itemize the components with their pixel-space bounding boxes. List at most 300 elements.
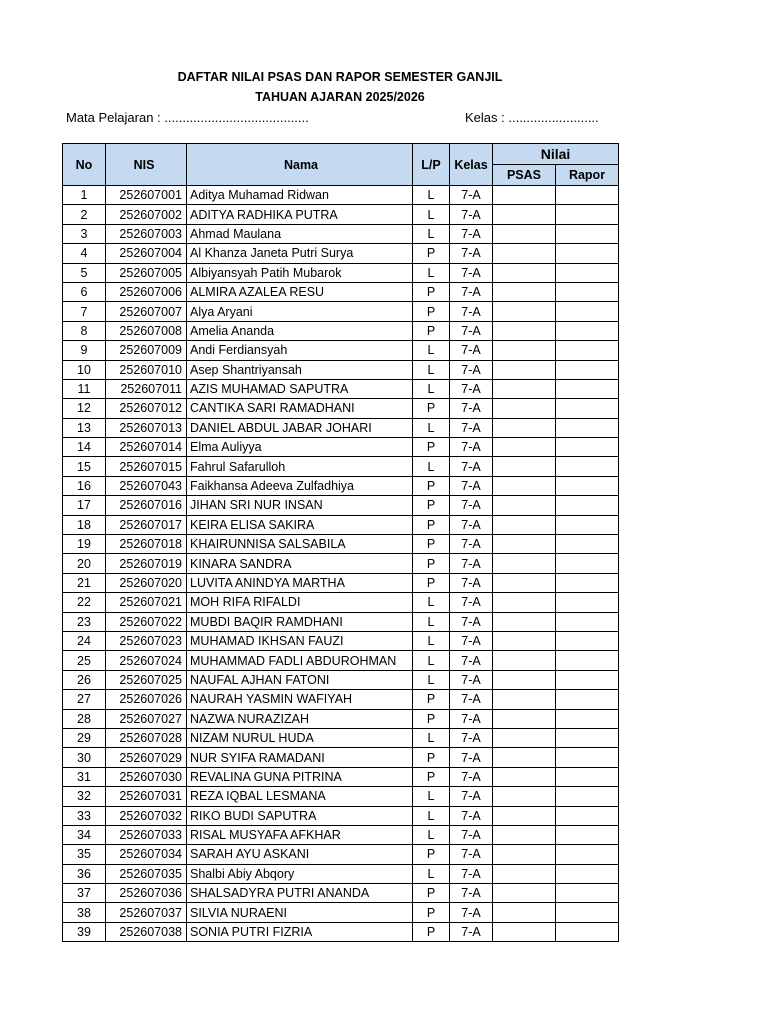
cell-lp: L <box>413 418 450 437</box>
cell-nama: SONIA PUTRI FIZRIA <box>187 922 413 941</box>
cell-psas[interactable] <box>493 825 556 844</box>
cell-rapor[interactable] <box>556 806 619 825</box>
cell-psas[interactable] <box>493 651 556 670</box>
cell-nama: Al Khanza Janeta Putri Surya <box>187 244 413 263</box>
table-row <box>63 418 619 437</box>
table-row <box>63 631 619 650</box>
cell-rapor[interactable] <box>556 864 619 883</box>
cell-nis: 252607009 <box>106 341 187 360</box>
cell-lp: P <box>413 690 450 709</box>
table-row <box>63 787 619 806</box>
cell-rapor[interactable] <box>556 845 619 864</box>
cell-nis: 252607023 <box>106 631 187 650</box>
cell-nis: 252607038 <box>106 922 187 941</box>
cell-lp: L <box>413 593 450 612</box>
cell-no: 17 <box>63 496 106 515</box>
cell-no: 38 <box>63 903 106 922</box>
cell-psas[interactable] <box>493 593 556 612</box>
cell-nama: Andi Ferdiansyah <box>187 341 413 360</box>
cell-nis: 252607002 <box>106 205 187 224</box>
cell-lp: P <box>413 282 450 301</box>
cell-psas[interactable] <box>493 709 556 728</box>
cell-no: 36 <box>63 864 106 883</box>
cell-nis: 252607016 <box>106 496 187 515</box>
cell-kelas: 7-A <box>450 690 493 709</box>
cell-rapor[interactable] <box>556 535 619 554</box>
cell-lp: L <box>413 806 450 825</box>
cell-no: 35 <box>63 845 106 864</box>
cell-nama: MUHAMMAD FADLI ABDUROHMAN <box>187 651 413 670</box>
cell-nis: 252607025 <box>106 670 187 689</box>
cell-kelas: 7-A <box>450 205 493 224</box>
cell-rapor[interactable] <box>556 399 619 418</box>
cell-psas[interactable] <box>493 728 556 747</box>
cell-kelas: 7-A <box>450 515 493 534</box>
cell-kelas: 7-A <box>450 321 493 340</box>
cell-lp: P <box>413 554 450 573</box>
cell-nama: NAURAH YASMIN WAFIYAH <box>187 690 413 709</box>
cell-lp: L <box>413 341 450 360</box>
table-row <box>63 438 619 457</box>
cell-rapor[interactable] <box>556 496 619 515</box>
cell-nama: Amelia Ananda <box>187 321 413 340</box>
cell-nama: DANIEL ABDUL JABAR JOHARI <box>187 418 413 437</box>
cell-lp: L <box>413 787 450 806</box>
cell-nis: 252607043 <box>106 476 187 495</box>
cell-psas[interactable] <box>493 476 556 495</box>
cell-nama: AZIS MUHAMAD SAPUTRA <box>187 379 413 398</box>
table-header <box>63 144 619 186</box>
cell-nama: Faikhansa Adeeva Zulfadhiya <box>187 476 413 495</box>
cell-psas[interactable] <box>493 205 556 224</box>
cell-nama: Alya Aryani <box>187 302 413 321</box>
cell-psas[interactable] <box>493 748 556 767</box>
cell-rapor[interactable] <box>556 457 619 476</box>
cell-nama: Ahmad Maulana <box>187 224 413 243</box>
cell-kelas: 7-A <box>450 767 493 786</box>
cell-lp: L <box>413 670 450 689</box>
cell-rapor[interactable] <box>556 476 619 495</box>
cell-rapor[interactable] <box>556 224 619 243</box>
cell-psas[interactable] <box>493 631 556 650</box>
cell-nama: SILVIA NURAENI <box>187 903 413 922</box>
cell-rapor[interactable] <box>556 244 619 263</box>
cell-nis: 252607011 <box>106 379 187 398</box>
cell-no: 28 <box>63 709 106 728</box>
cell-psas[interactable] <box>493 341 556 360</box>
table-row <box>63 244 619 263</box>
cell-kelas: 7-A <box>450 341 493 360</box>
cell-psas[interactable] <box>493 418 556 437</box>
table-row <box>63 554 619 573</box>
cell-kelas: 7-A <box>450 457 493 476</box>
cell-kelas: 7-A <box>450 535 493 554</box>
cell-lp: L <box>413 205 450 224</box>
cell-no: 15 <box>63 457 106 476</box>
cell-nama: LUVITA ANINDYA MARTHA <box>187 573 413 592</box>
cell-nama: ADITYA RADHIKA PUTRA <box>187 205 413 224</box>
cell-no: 37 <box>63 884 106 903</box>
cell-no: 31 <box>63 767 106 786</box>
cell-nis: 252607019 <box>106 554 187 573</box>
cell-kelas: 7-A <box>450 224 493 243</box>
cell-lp: P <box>413 515 450 534</box>
cell-psas[interactable] <box>493 884 556 903</box>
cell-lp: L <box>413 457 450 476</box>
cell-kelas: 7-A <box>450 379 493 398</box>
cell-kelas: 7-A <box>450 282 493 301</box>
cell-nis: 252607008 <box>106 321 187 340</box>
table-row <box>63 515 619 534</box>
cell-nis: 252607018 <box>106 535 187 554</box>
cell-rapor[interactable] <box>556 341 619 360</box>
cell-lp: L <box>413 224 450 243</box>
cell-rapor[interactable] <box>556 186 619 205</box>
cell-no: 25 <box>63 651 106 670</box>
cell-nama: CANTIKA SARI RAMADHANI <box>187 399 413 418</box>
cell-nama: REVALINA GUNA PITRINA <box>187 767 413 786</box>
cell-psas[interactable] <box>493 612 556 631</box>
cell-psas[interactable] <box>493 864 556 883</box>
cell-rapor[interactable] <box>556 651 619 670</box>
cell-kelas: 7-A <box>450 845 493 864</box>
cell-nis: 252607033 <box>106 825 187 844</box>
table-body <box>63 186 619 942</box>
cell-nis: 252607005 <box>106 263 187 282</box>
cell-nis: 252607028 <box>106 728 187 747</box>
cell-no: 39 <box>63 922 106 941</box>
cell-nama: RIKO BUDI SAPUTRA <box>187 806 413 825</box>
cell-psas[interactable] <box>493 438 556 457</box>
table-row <box>63 205 619 224</box>
cell-no: 33 <box>63 806 106 825</box>
col-header-psas: PSAS <box>493 165 556 186</box>
cell-psas[interactable] <box>493 670 556 689</box>
cell-nama: NAUFAL AJHAN FATONI <box>187 670 413 689</box>
cell-nis: 252607007 <box>106 302 187 321</box>
cell-nama: KEIRA ELISA SAKIRA <box>187 515 413 534</box>
cell-kelas: 7-A <box>450 244 493 263</box>
cell-kelas: 7-A <box>450 360 493 379</box>
cell-psas[interactable] <box>493 321 556 340</box>
cell-no: 20 <box>63 554 106 573</box>
cell-rapor[interactable] <box>556 612 619 631</box>
cell-nis: 252607020 <box>106 573 187 592</box>
table-row <box>63 399 619 418</box>
cell-no: 11 <box>63 379 106 398</box>
cell-nama: NIZAM NURUL HUDA <box>187 728 413 747</box>
cell-lp: P <box>413 748 450 767</box>
cell-kelas: 7-A <box>450 476 493 495</box>
cell-rapor[interactable] <box>556 282 619 301</box>
document-title: DAFTAR NILAI PSAS DAN RAPOR SEMESTER GANJIL <box>177 70 503 84</box>
cell-lp: L <box>413 864 450 883</box>
cell-psas[interactable] <box>493 379 556 398</box>
cell-no: 22 <box>63 593 106 612</box>
table-row <box>63 825 619 844</box>
cell-kelas: 7-A <box>450 670 493 689</box>
cell-nis: 252607021 <box>106 593 187 612</box>
cell-kelas: 7-A <box>450 864 493 883</box>
cell-lp: P <box>413 573 450 592</box>
cell-no: 10 <box>63 360 106 379</box>
cell-psas[interactable] <box>493 767 556 786</box>
cell-psas[interactable] <box>493 845 556 864</box>
table-row <box>63 321 619 340</box>
cell-nama: MUHAMAD IKHSAN FAUZI <box>187 631 413 650</box>
cell-psas[interactable] <box>493 360 556 379</box>
table-row <box>63 670 619 689</box>
cell-lp: P <box>413 399 450 418</box>
cell-rapor[interactable] <box>556 922 619 941</box>
cell-kelas: 7-A <box>450 302 493 321</box>
col-header-rapor: Rapor <box>556 165 619 186</box>
cell-nama: NAZWA NURAZIZAH <box>187 709 413 728</box>
academic-year: TAHUAN AJARAN 2025/2026 <box>255 90 425 104</box>
cell-lp: L <box>413 612 450 631</box>
table-row <box>63 535 619 554</box>
cell-kelas: 7-A <box>450 806 493 825</box>
cell-psas[interactable] <box>493 496 556 515</box>
cell-rapor[interactable] <box>556 554 619 573</box>
cell-kelas: 7-A <box>450 903 493 922</box>
cell-rapor[interactable] <box>556 825 619 844</box>
cell-psas[interactable] <box>493 263 556 282</box>
table-row <box>63 593 619 612</box>
cell-kelas: 7-A <box>450 263 493 282</box>
cell-lp: P <box>413 903 450 922</box>
cell-kelas: 7-A <box>450 787 493 806</box>
table-row <box>63 457 619 476</box>
cell-no: 4 <box>63 244 106 263</box>
cell-rapor[interactable] <box>556 593 619 612</box>
cell-rapor[interactable] <box>556 903 619 922</box>
cell-rapor[interactable] <box>556 767 619 786</box>
cell-nama: NUR SYIFA RAMADANI <box>187 748 413 767</box>
cell-psas[interactable] <box>493 903 556 922</box>
cell-psas[interactable] <box>493 282 556 301</box>
cell-nama: JIHAN SRI NUR INSAN <box>187 496 413 515</box>
cell-lp: P <box>413 244 450 263</box>
cell-lp: P <box>413 302 450 321</box>
cell-kelas: 7-A <box>450 631 493 650</box>
cell-lp: P <box>413 496 450 515</box>
cell-nis: 252607036 <box>106 884 187 903</box>
cell-rapor[interactable] <box>556 709 619 728</box>
cell-nis: 252607006 <box>106 282 187 301</box>
cell-no: 13 <box>63 418 106 437</box>
cell-lp: P <box>413 438 450 457</box>
cell-no: 24 <box>63 631 106 650</box>
cell-rapor[interactable] <box>556 690 619 709</box>
cell-rapor[interactable] <box>556 573 619 592</box>
cell-lp: P <box>413 535 450 554</box>
cell-nama: MOH RIFA RIFALDI <box>187 593 413 612</box>
cell-no: 16 <box>63 476 106 495</box>
cell-psas[interactable] <box>493 224 556 243</box>
cell-psas[interactable] <box>493 457 556 476</box>
cell-nis: 252607034 <box>106 845 187 864</box>
cell-no: 30 <box>63 748 106 767</box>
cell-lp: P <box>413 922 450 941</box>
table-row <box>63 922 619 941</box>
cell-rapor[interactable] <box>556 787 619 806</box>
table-row <box>63 476 619 495</box>
cell-psas[interactable] <box>493 186 556 205</box>
cell-rapor[interactable] <box>556 438 619 457</box>
cell-kelas: 7-A <box>450 399 493 418</box>
cell-nama: SARAH AYU ASKANI <box>187 845 413 864</box>
cell-nis: 252607010 <box>106 360 187 379</box>
col-header-nama: Nama <box>187 144 413 186</box>
cell-rapor[interactable] <box>556 884 619 903</box>
col-header-lp: L/P <box>413 144 450 186</box>
cell-nis: 252607013 <box>106 418 187 437</box>
cell-nama: Albiyansyah Patih Mubarok <box>187 263 413 282</box>
cell-lp: P <box>413 476 450 495</box>
cell-rapor[interactable] <box>556 263 619 282</box>
cell-rapor[interactable] <box>556 418 619 437</box>
cell-no: 34 <box>63 825 106 844</box>
cell-nama: Aditya Muhamad Ridwan <box>187 186 413 205</box>
cell-kelas: 7-A <box>450 884 493 903</box>
cell-no: 19 <box>63 535 106 554</box>
cell-no: 14 <box>63 438 106 457</box>
cell-nama: Fahrul Safarulloh <box>187 457 413 476</box>
table-row <box>63 263 619 282</box>
cell-psas[interactable] <box>493 302 556 321</box>
cell-no: 2 <box>63 205 106 224</box>
table-row <box>63 341 619 360</box>
cell-rapor[interactable] <box>556 321 619 340</box>
col-header-nis: NIS <box>106 144 187 186</box>
cell-nis: 252607026 <box>106 690 187 709</box>
cell-nis: 252607014 <box>106 438 187 457</box>
table-row <box>63 728 619 747</box>
cell-psas[interactable] <box>493 244 556 263</box>
cell-psas[interactable] <box>493 922 556 941</box>
cell-rapor[interactable] <box>556 631 619 650</box>
cell-no: 5 <box>63 263 106 282</box>
table-row <box>63 748 619 767</box>
table-row <box>63 651 619 670</box>
cell-nis: 252607027 <box>106 709 187 728</box>
cell-kelas: 7-A <box>450 612 493 631</box>
cell-no: 3 <box>63 224 106 243</box>
cell-lp: L <box>413 186 450 205</box>
cell-nis: 252607001 <box>106 186 187 205</box>
cell-kelas: 7-A <box>450 825 493 844</box>
cell-no: 29 <box>63 728 106 747</box>
table-row <box>63 864 619 883</box>
cell-kelas: 7-A <box>450 651 493 670</box>
cell-psas[interactable] <box>493 554 556 573</box>
cell-psas[interactable] <box>493 515 556 534</box>
cell-nis: 252607024 <box>106 651 187 670</box>
cell-nama: SHALSADYRA PUTRI ANANDA <box>187 884 413 903</box>
cell-nis: 252607017 <box>106 515 187 534</box>
table-row <box>63 845 619 864</box>
cell-lp: P <box>413 709 450 728</box>
cell-no: 12 <box>63 399 106 418</box>
table-row <box>63 767 619 786</box>
cell-rapor[interactable] <box>556 205 619 224</box>
cell-psas[interactable] <box>493 690 556 709</box>
cell-nama: KHAIRUNNISA SALSABILA <box>187 535 413 554</box>
class-field: Kelas : ......................... <box>465 110 599 125</box>
cell-rapor[interactable] <box>556 728 619 747</box>
cell-lp: L <box>413 379 450 398</box>
cell-no: 9 <box>63 341 106 360</box>
cell-kelas: 7-A <box>450 922 493 941</box>
table-row <box>63 690 619 709</box>
cell-lp: L <box>413 360 450 379</box>
subject-field: Mata Pelajaran : ........................................ <box>66 110 309 125</box>
cell-rapor[interactable] <box>556 379 619 398</box>
cell-lp: L <box>413 263 450 282</box>
cell-psas[interactable] <box>493 573 556 592</box>
col-header-nilai: Nilai <box>493 144 619 165</box>
table-row <box>63 496 619 515</box>
cell-no: 27 <box>63 690 106 709</box>
cell-nis: 252607012 <box>106 399 187 418</box>
cell-lp: P <box>413 321 450 340</box>
cell-kelas: 7-A <box>450 573 493 592</box>
table-row <box>63 612 619 631</box>
grade-table <box>62 143 619 942</box>
cell-no: 32 <box>63 787 106 806</box>
cell-nis: 252607031 <box>106 787 187 806</box>
cell-nama: ALMIRA AZALEA RESU <box>187 282 413 301</box>
col-header-no: No <box>63 144 106 186</box>
cell-psas[interactable] <box>493 806 556 825</box>
cell-rapor[interactable] <box>556 670 619 689</box>
cell-kelas: 7-A <box>450 496 493 515</box>
cell-nis: 252607022 <box>106 612 187 631</box>
cell-rapor[interactable] <box>556 302 619 321</box>
cell-nama: RISAL MUSYAFA AFKHAR <box>187 825 413 844</box>
cell-no: 18 <box>63 515 106 534</box>
cell-psas[interactable] <box>493 535 556 554</box>
cell-nis: 252607037 <box>106 903 187 922</box>
cell-nama: Asep Shantriyansah <box>187 360 413 379</box>
cell-kelas: 7-A <box>450 186 493 205</box>
cell-psas[interactable] <box>493 787 556 806</box>
cell-rapor[interactable] <box>556 748 619 767</box>
cell-kelas: 7-A <box>450 593 493 612</box>
cell-kelas: 7-A <box>450 728 493 747</box>
table-row <box>63 573 619 592</box>
cell-lp: P <box>413 884 450 903</box>
col-header-kelas: Kelas <box>450 144 493 186</box>
table-row <box>63 302 619 321</box>
cell-psas[interactable] <box>493 399 556 418</box>
cell-rapor[interactable] <box>556 360 619 379</box>
table-row <box>63 709 619 728</box>
cell-no: 7 <box>63 302 106 321</box>
cell-kelas: 7-A <box>450 418 493 437</box>
cell-nis: 252607004 <box>106 244 187 263</box>
cell-nis: 252607015 <box>106 457 187 476</box>
table-row <box>63 186 619 205</box>
cell-nis: 252607029 <box>106 748 187 767</box>
cell-lp: P <box>413 845 450 864</box>
cell-no: 8 <box>63 321 106 340</box>
cell-nis: 252607035 <box>106 864 187 883</box>
cell-rapor[interactable] <box>556 515 619 534</box>
cell-nama: REZA IQBAL LESMANA <box>187 787 413 806</box>
cell-nama: Shalbi Abiy Abqory <box>187 864 413 883</box>
